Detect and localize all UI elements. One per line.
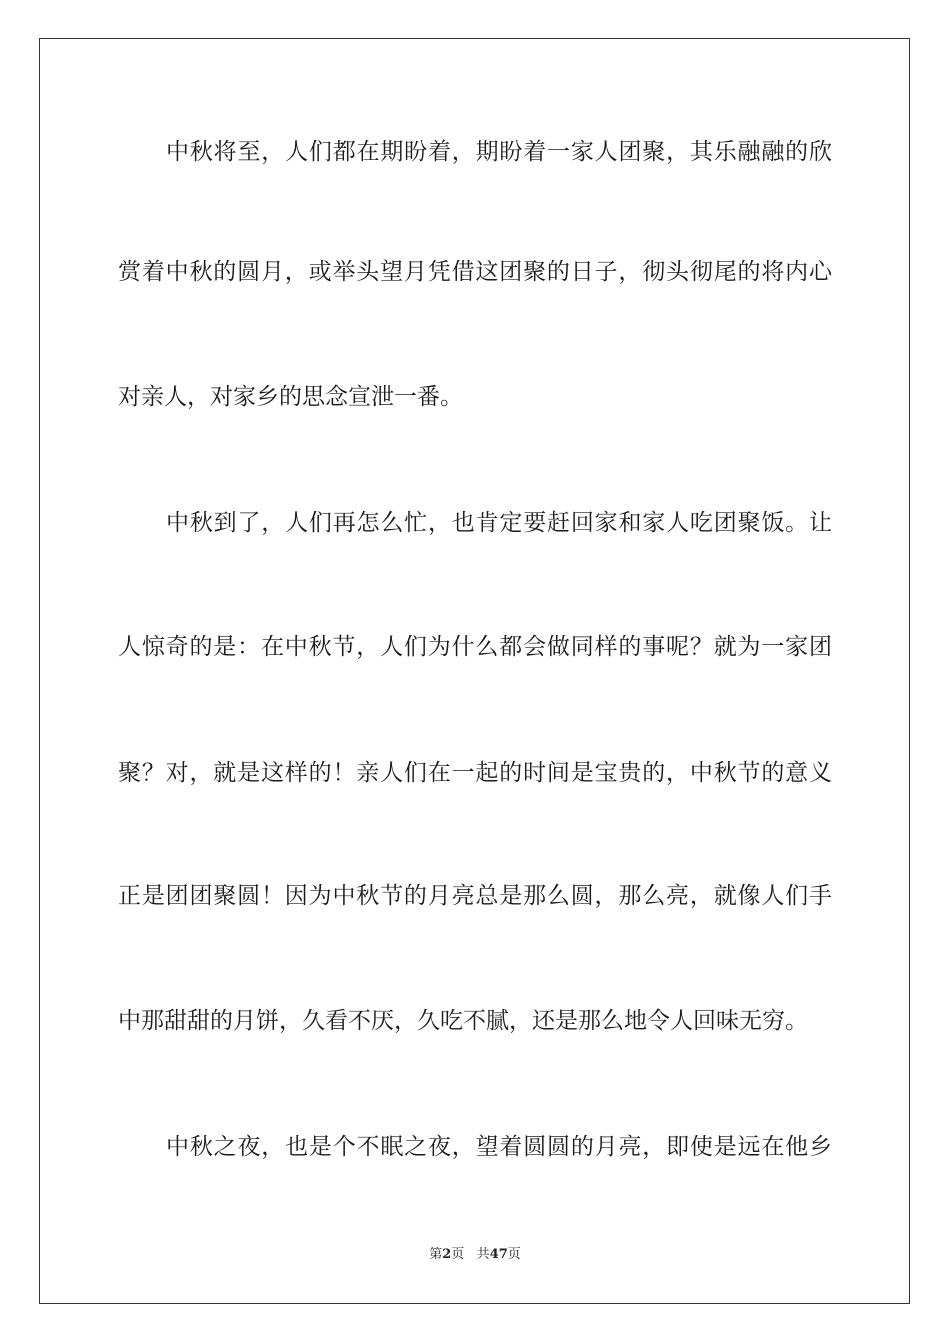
page-suffix: 页 [451,1247,465,1262]
paragraph-1-line-1: 中秋将至，人们都在期盼着，期盼着一家人团聚，其乐融融的欣 [166,139,832,165]
total-prefix: 共 [476,1247,490,1262]
page-footer [0,1246,950,1264]
total-pages: 47 [489,1247,508,1262]
paragraph-1-line-2: 赏着中秋的圆月，或举头望月凭借这团聚的日子，彻头彻尾的将内心 [118,259,832,285]
total-suffix: 页 [507,1247,521,1262]
paragraph-2-line-2: 人惊奇的是：在中秋节，人们为什么都会做同样的事呢？就为一家团 [118,634,832,660]
page-number: 2 [442,1247,452,1262]
paragraph-1-line-3: 对亲人，对家乡的思念宣泄一番。 [118,384,463,410]
paragraph-2-line-5: 中那甜甜的月饼，久看不厌，久吃不腻，还是那么地令人回味无穷。 [118,1008,808,1034]
page-border [39,38,910,1304]
page-prefix: 第 [429,1247,443,1262]
paragraph-2-line-4: 正是团团聚圆！因为中秋节的月亮总是那么圆，那么亮，就像人们手 [118,883,832,909]
paragraph-2-line-3: 聚？对，就是这样的！亲人们在一起的时间是宝贵的，中秋节的意义 [118,760,832,786]
paragraph-2-line-1: 中秋到了，人们再怎么忙，也肯定要赶回家和家人吃团聚饭。让 [166,510,832,536]
paragraph-3-line-1: 中秋之夜，也是个不眠之夜，望着圆圆的月亮，即使是远在他乡 [166,1134,832,1160]
